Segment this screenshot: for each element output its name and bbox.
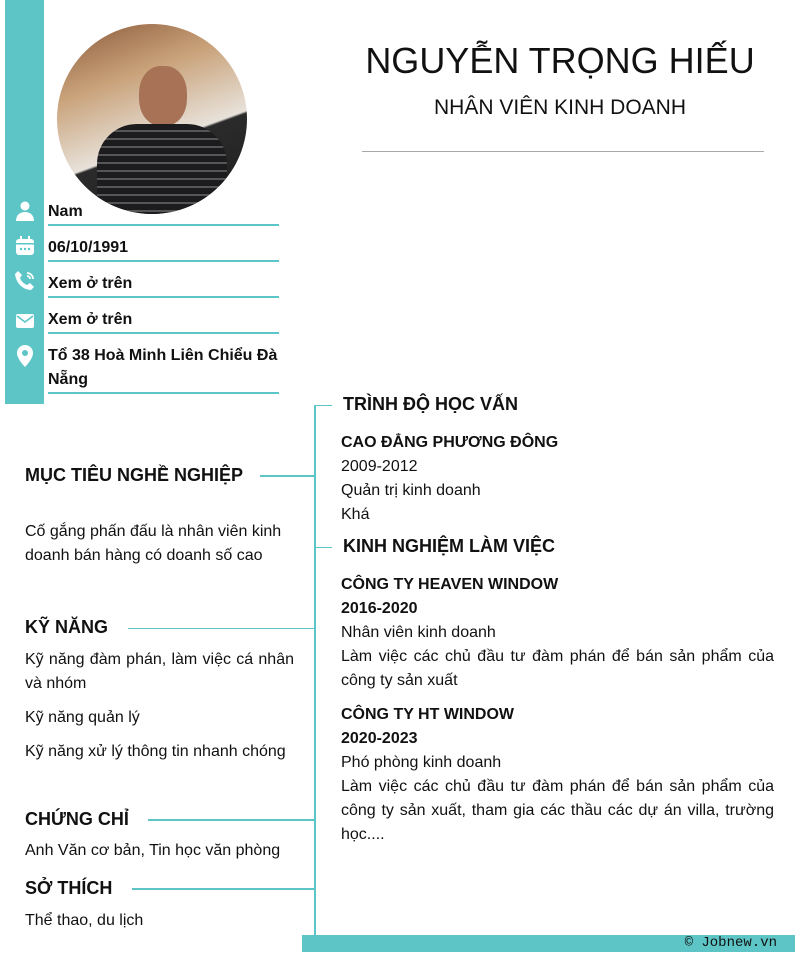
- connector-skills: [128, 628, 315, 629]
- hobbies-text: Thể thao, du lịch: [25, 912, 144, 929]
- job-years: 2016-2020: [341, 600, 418, 617]
- job-role: Nhân viên kinh doanh: [341, 624, 496, 641]
- job-company: CÔNG TY HT WINDOW: [341, 706, 515, 723]
- email-icon: [14, 310, 36, 332]
- hobbies-title: SỞ THÍCH: [25, 878, 113, 898]
- education-years: 2009-2012: [341, 458, 418, 475]
- objective-title: MỤC TIÊU NGHỀ NGHIỆP: [25, 465, 244, 485]
- certificates-title: CHỨNG CHỈ: [25, 809, 129, 829]
- skill-item: Kỹ năng đàm phán, làm việc cá nhân và nhóm: [25, 651, 294, 692]
- connector-certificates: [148, 819, 315, 821]
- avatar: [57, 24, 247, 214]
- job-company: CÔNG TY HEAVEN WINDOW: [341, 576, 559, 593]
- connector-hobbies: [132, 888, 315, 890]
- footer-bar: [302, 935, 795, 952]
- header-divider: [362, 151, 764, 152]
- candidate-position: NHÂN VIÊN KINH DOANH: [433, 96, 687, 119]
- job-role: Phó phòng kinh doanh: [341, 754, 502, 771]
- connector-objective: [260, 475, 315, 477]
- footer-copyright: © Jobnew.vn: [684, 935, 777, 951]
- job-description: Làm việc các chủ đầu tư đàm phán để bán sản phẩm của công ty sản xuất: [341, 648, 774, 689]
- location-icon: [14, 345, 36, 367]
- phone-icon: [14, 270, 36, 292]
- skills-title: KỸ NĂNG: [25, 617, 109, 637]
- education-major: Quản trị kinh doanh: [341, 482, 481, 499]
- contact-gender: Nam: [48, 200, 279, 226]
- education-grade: Khá: [341, 506, 370, 523]
- job-description: Làm việc các chủ đầu tư đàm phán để bán sản phẩm của công ty sản xuất, tham gia các thầu các dự án villa, trường học....: [341, 778, 774, 843]
- education-title: TRÌNH ĐỘ HỌC VẤN: [343, 394, 518, 414]
- education-school: CAO ĐẲNG PHƯƠNG ĐÔNG: [341, 434, 559, 451]
- connector-education: [315, 405, 332, 406]
- connector-experience: [315, 547, 332, 548]
- timeline-vertical-line: [314, 405, 316, 935]
- objective-text: Cố gắng phấn đấu là nhân viên kinh doanh bán hàng có doanh số cao: [25, 523, 282, 564]
- user-icon: [14, 200, 36, 222]
- contact-email: Xem ở trên: [48, 308, 279, 334]
- contact-birthday: 06/10/1991: [48, 236, 279, 262]
- experience-title: KINH NGHIỆM LÀM VIỆC: [343, 536, 556, 556]
- contact-phone: Xem ở trên: [48, 272, 279, 298]
- skill-item: Kỹ năng xử lý thông tin nhanh chóng: [25, 743, 286, 760]
- contact-address: Tổ 38 Hoà Minh Liên Chiểu Đà Nẵng: [48, 344, 279, 394]
- skill-item: Kỹ năng quản lý: [25, 709, 140, 726]
- certificates-text: Anh Văn cơ bản, Tin học văn phòng: [25, 842, 281, 859]
- calendar-icon: [14, 235, 36, 257]
- candidate-name: NGUYỄN TRỌNG HIẾU: [365, 40, 755, 81]
- job-years: 2020-2023: [341, 730, 418, 747]
